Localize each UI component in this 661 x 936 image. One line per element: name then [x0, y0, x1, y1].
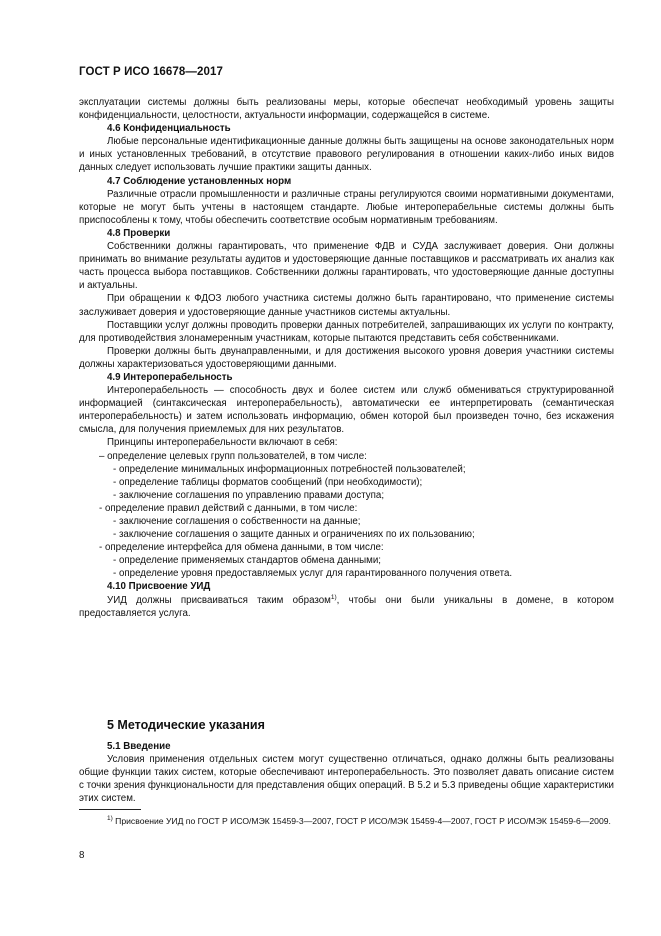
- list-subitem: - определение применяемых стандартов обмена данными;: [113, 555, 382, 567]
- document-body: [79, 96, 614, 620]
- section-4-8-paragraph: Проверки должны быть двунаправленными, и для достижения высокого уровня доверия участники системы должны характеризоваться удостоверяющими данными.: [79, 345, 614, 370]
- document-header: ГОСТ Р ИСО 16678—2017: [79, 66, 224, 78]
- list-item: - определение правил действий с данными, в том числе:: [99, 502, 358, 514]
- footnote-reference[interactable]: 1): [330, 593, 337, 601]
- section-4-6-text: Любые персональные идентификационные данные должны быть защищены на основе законодательных норм и иных установленных требований, в отсутствие правового регулирования в отношении каких-либо иных видов данных следует использовать лучшие практики защиты данных.: [79, 136, 614, 174]
- section-4-9-heading: 4.9 Интероперабельность: [107, 371, 233, 383]
- list-subitem: - определение минимальных информационных потребностей пользователей;: [113, 463, 466, 475]
- list-subitem: - определение уровня предоставляемых услуг для гарантированного получения ответа.: [113, 568, 513, 580]
- section-4-9-paragraph: Интероперабельность — способность двух и более систем или служб обмениваться структурированной информацией (синтаксическая интероперабельность), автоматически ее интерпретировать (семантическая интероперабельность) и затем использовать информацию, обмен которой был произведен точно, без искажения смысла, для получения приемлемых для них результатов.: [79, 385, 614, 436]
- section-5-heading: 5 Методические указания: [107, 718, 265, 732]
- page-number: 8: [79, 850, 85, 861]
- footnote-body: Присвоение УИД по ГОСТ Р ИСО/МЭК 15459-3—2007, ГОСТ Р ИСО/МЭК 15459-4—2007, ГОСТ Р ИСО/МЭК 15459-6—2009.: [112, 816, 611, 826]
- section-4-9-paragraph: Принципы интероперабельности включают в себя:: [107, 437, 338, 449]
- list-subitem: - заключение соглашения по управлению правами доступа;: [113, 489, 385, 501]
- section-4-8-paragraph: При обращении к ФДОЗ любого участника системы должно быть гарантировано, что применение системы заслуживает доверия и удостоверяющие данные участников системы актуальны.: [79, 293, 614, 318]
- section-4-10-text-a: УИД должны присваиваться таким образом: [107, 594, 331, 606]
- list-subitem: - заключение соглашения о защите данных и ограничениях по их пользованию;: [113, 529, 475, 541]
- section-4-10-text-b: , чтобы они были уникальны в домене, в котором предоставляется услуга.: [79, 594, 614, 619]
- list-item: – определение целевых групп пользователей, в том числе:: [99, 450, 367, 462]
- footnote-text: [79, 815, 614, 827]
- intro-paragraph: эксплуатации системы должны быть реализованы меры, которые обеспечат необходимый уровень защиты конфиденциальности, целостности, актуальности информации, содержащейся в системе.: [79, 97, 614, 122]
- section-4-8-paragraph: Собственники должны гарантировать, что применение ФДВ и СУДА заслуживает доверия. Они должны принимать во внимание результаты аудитов и удостоверяющие данные поставщиков и рассматривать их анализ как часть процесса выбора поставщиков. Собственники должны гарантировать, что удостоверяющие данные доступны и актуальны.: [79, 241, 614, 292]
- section-5-1-heading: 5.1 Введение: [107, 741, 171, 752]
- section-5-1: [79, 740, 614, 805]
- section-4-8-heading: 4.8 Проверки: [107, 227, 171, 239]
- list-subitem: - определение таблицы форматов сообщений (при необходимости);: [113, 476, 423, 488]
- section-4-10-heading: 4.10 Присвоение УИД: [107, 581, 211, 593]
- footnote-divider: [79, 809, 141, 810]
- section-5-1-text: Условия применения отдельных систем могут существенно отличаться, однако должны быть реализованы общие функции таких систем, которые обеспечивают интероперабельность. Это позволяет давать описание систем с точки зрения функциональности для представления общих операций. В 5.2 и 5.3 приведены общие характеристики этих систем.: [79, 754, 614, 805]
- footnote: [79, 815, 614, 827]
- list-item: - определение интерфейса для обмена данными, в том числе:: [99, 542, 384, 554]
- section-4-10-text: [79, 594, 614, 620]
- section-4-6-heading: 4.6 Конфиденциальность: [107, 123, 231, 135]
- section-4-8-paragraph: Поставщики услуг должны проводить проверки данных потребителей, запрашивающих их услуги по контракту, для противодействия злонамеренным участникам, которые пытаются представить себя собственниками.: [79, 319, 614, 344]
- footnote-mark: 1): [107, 815, 113, 823]
- section-4-7-text: Различные отрасли промышленности и различные страны регулируются своими нормативными документами, которые не могут быть учтены в настоящем стандарте. Любые интероперабельные системы должны быть приспособлены к тому, чтобы обеспечить соответствие особым нормативным требованиям.: [79, 188, 614, 226]
- list-subitem: - заключение соглашения о собственности на данные;: [113, 516, 361, 527]
- section-4-7-heading: 4.7 Соблюдение установленных норм: [107, 175, 292, 187]
